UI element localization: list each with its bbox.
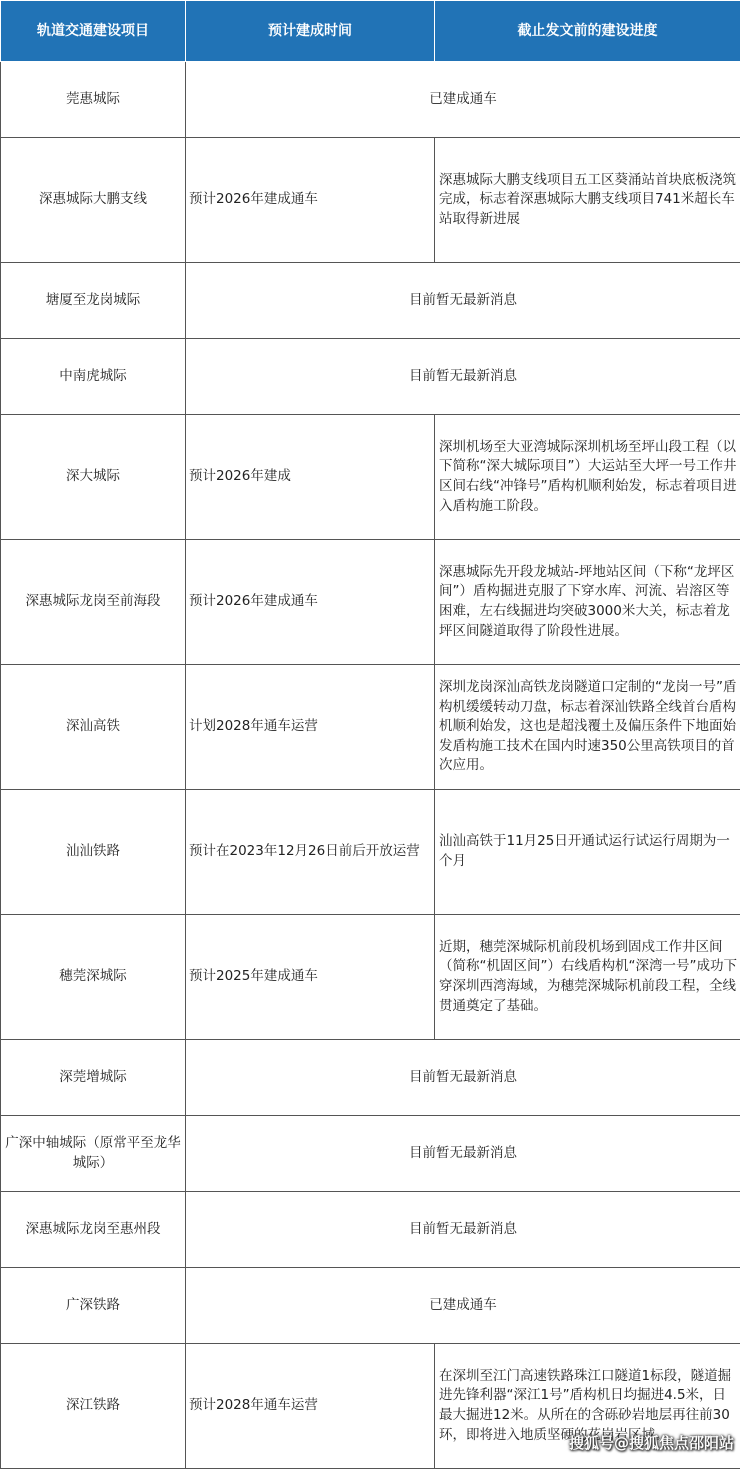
project-progress: 近期，穗莞深城际机前段机场到固戍工作井区间（简称“机固区间”）右线盾构机“深湾一号”成功下穿深圳西湾海域，为穗莞深城际机前段工程，全线贯通奠定了基础。 <box>435 915 740 1040</box>
table-row <box>1 62 740 138</box>
header-time: 预计建成时间 <box>186 1 435 62</box>
project-name: 塘厦至龙岗城际 <box>1 263 186 339</box>
project-progress: 深圳龙岗深汕高铁龙岗隧道口定制的“龙岗一号”盾构机缓缓转动刀盘，标志着深汕铁路全线首台盾构机顺利始发，这也是超浅覆土及偏压条件下地面始发盾构施工技术在国内时速350公里高铁项目的首次应用。 <box>435 665 740 790</box>
table-row <box>1 1040 740 1116</box>
project-name: 深大城际 <box>1 415 186 540</box>
table-row <box>1 1268 740 1344</box>
project-progress: 深惠城际大鹏支线项目五工区葵涌站首块底板浇筑完成，标志着深惠城际大鹏支线项目741米超长车站取得新进展 <box>435 138 740 263</box>
project-name: 穗莞深城际 <box>1 915 186 1040</box>
project-name: 中南虎城际 <box>1 339 186 415</box>
project-name: 深江铁路 <box>1 1344 186 1469</box>
watermark-text: 搜狐号@搜狐焦点邵阳站 <box>569 1432 734 1453</box>
table-row <box>1 540 740 665</box>
project-name: 广深铁路 <box>1 1268 186 1344</box>
project-name: 深惠城际大鹏支线 <box>1 138 186 263</box>
table-row <box>1 263 740 339</box>
table-row <box>1 915 740 1040</box>
project-time: 预计2026年建成通车 <box>186 540 435 665</box>
project-name: 深惠城际龙岗至惠州段 <box>1 1192 186 1268</box>
project-time: 预计2028年通车运营 <box>186 1344 435 1469</box>
project-name: 深汕高铁 <box>1 665 186 790</box>
project-time: 预计2026年建成 <box>186 415 435 540</box>
header-project: 轨道交通建设项目 <box>1 1 186 62</box>
header-progress: 截止发文前的建设进度 <box>435 1 740 62</box>
project-progress: 深圳机场至大亚湾城际深圳机场至坪山段工程（以下简称“深大城际项目”）大运站至大坪一号工作井区间右线“冲锋号”盾构机顺利始发，标志着项目进入盾构施工阶段。 <box>435 415 740 540</box>
project-time: 预计在2023年12月26日前后开放运营 <box>186 790 435 915</box>
table-row <box>1 1116 740 1192</box>
project-status: 目前暂无最新消息 <box>186 1040 740 1116</box>
project-time: 预计2026年建成通车 <box>186 138 435 263</box>
project-name: 广深中轴城际（原常平至龙华城际） <box>1 1116 186 1192</box>
project-progress: 在深圳至江门高速铁路珠江口隧道1标段，隧道掘进先锋利器“深江1号”盾构机日均掘进4.5米，日最大掘进12米。从所在的含砾砂岩地层再往前30环，即将进入地质坚硬的花岗岩区域。 <box>435 1344 740 1469</box>
project-time: 计划2028年通车运营 <box>186 665 435 790</box>
table-row <box>1 1192 740 1268</box>
project-name: 莞惠城际 <box>1 62 186 138</box>
table-row <box>1 339 740 415</box>
project-status: 已建成通车 <box>186 62 740 138</box>
project-progress: 汕汕高铁于11月25日开通试运行试运行周期为一个月 <box>435 790 740 915</box>
project-time: 预计2025年建成通车 <box>186 915 435 1040</box>
project-name: 深惠城际龙岗至前海段 <box>1 540 186 665</box>
project-status: 目前暂无最新消息 <box>186 1116 740 1192</box>
project-status: 目前暂无最新消息 <box>186 263 740 339</box>
table-row <box>1 415 740 540</box>
table-row <box>1 790 740 915</box>
project-status: 目前暂无最新消息 <box>186 339 740 415</box>
project-name: 汕汕铁路 <box>1 790 186 915</box>
project-status: 已建成通车 <box>186 1268 740 1344</box>
project-name: 深莞增城际 <box>1 1040 186 1116</box>
project-status: 目前暂无最新消息 <box>186 1192 740 1268</box>
table-row <box>1 138 740 263</box>
table-row <box>1 665 740 790</box>
header-row <box>1 1 740 62</box>
project-progress: 深惠城际先开段龙城站-坪地站区间（下称“龙坪区间”）盾构掘进克服了下穿水库、河流、岩溶区等困难，左右线掘进均突破3000米大关，标志着龙坪区间隧道取得了阶段性进展。 <box>435 540 740 665</box>
